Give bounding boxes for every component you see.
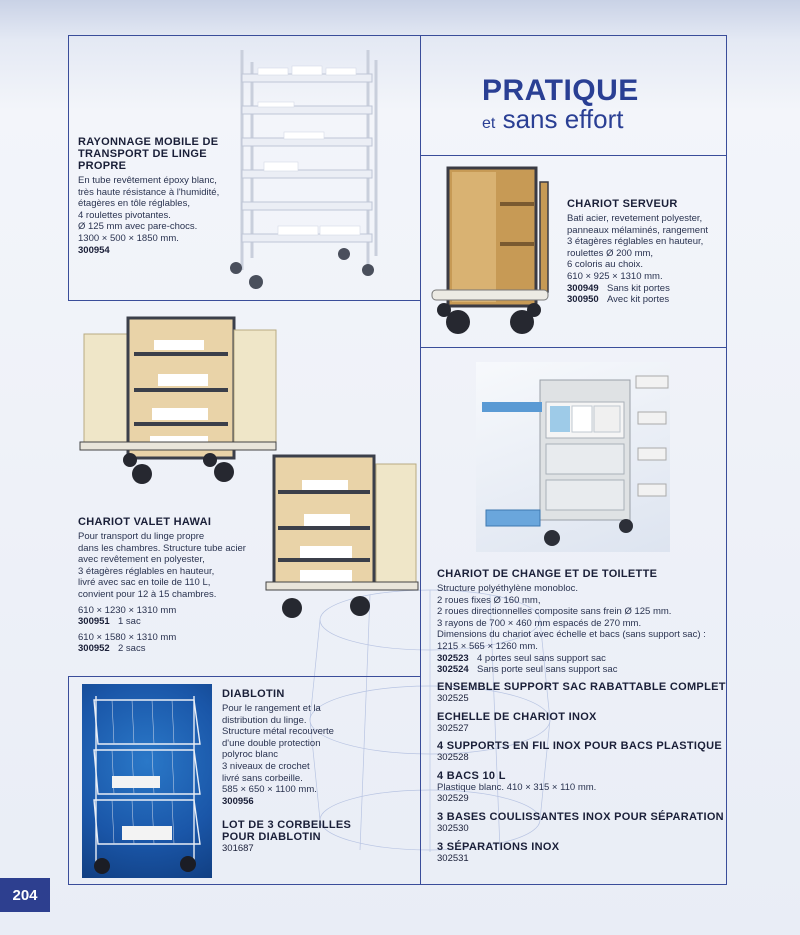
diablotin-title: DIABLOTIN [222,688,285,700]
change-line-1: Structure polyéthylène monobloc. [437,583,578,594]
hawai-dim-2: 610 × 1580 × 1310 mm [78,631,177,643]
accessory-item: 4 SUPPORTS EN FIL INOX POUR BACS PLASTIQUE 302528 [437,740,722,764]
hawai-dim-1: 610 × 1230 × 1310 mm [78,604,177,616]
change-variant-1: 302523 4 portes seul sans support sac [437,652,606,664]
divider-right-mid [420,347,727,348]
rayonnage-line-1: En tube revêtement époxy blanc, [78,175,217,186]
rayonnage-line-3: étagères en tôle réglables, [78,198,190,210]
change-title: CHARIOT DE CHANGE ET DE TOILETTE [437,568,658,580]
serveur-variant-2: 300950 Avec kit portes [567,294,670,306]
diablotin-line-1: Pour le rangement et la [222,703,321,714]
diablotin-photo [82,684,212,878]
lot-corbeilles-title-1: LOT DE 3 CORBEILLES [222,819,352,832]
hawai-variant-2: 300952 2 sacs [78,643,146,655]
rayonnage-title: RAYONNAGE MOBILE DE TRANSPORT DE LINGE PROPRE [78,136,219,172]
hawai-line-1: Pour transport du linge propre [78,531,205,542]
rayonnage-line-5: Ø 125 mm avec pare-chocs. [78,221,198,233]
change-line-3: 2 roues directionnelles composite sans frein Ø 125 mm. [437,606,672,618]
hawai-photo-1sac [78,312,278,494]
rayonnage-photo [228,44,388,294]
serveur-photo [430,162,552,338]
lot-corbeilles-code: 301687 [222,843,254,855]
hawai-photo-2sacs [264,450,420,628]
hawai-line-3: avec revêtement en polyester, [78,554,205,566]
serveur-line-1: Bati acier, revetement polyester, [567,213,703,224]
change-line-4: 3 rayons de 700 × 460 mm espacés de 270 mm. [437,617,642,629]
change-photo [476,362,670,552]
serveur-title: CHARIOT SERVEUR [567,198,678,210]
change-line-6: 1215 × 565 × 1260 mm. [437,640,538,652]
hawai-line-6: convient pour 12 à 15 chambres. [78,588,217,600]
serveur-line-3: 3 étagères réglables en hauteur, [567,236,704,248]
serveur-line-5: 6 coloris au choix. [567,259,644,271]
rayonnage-code: 300954 [78,244,110,256]
accessory-list [437,681,727,864]
page-number: 204 [0,878,50,912]
serveur-variant-1: 300949 Sans kit portes [567,282,670,294]
hawai-title: CHARIOT VALET HAWAI [78,516,212,528]
diablotin-line-2: distribution du linge. [222,714,307,726]
hawai-line-5: livré avec sac en toile de 110 L, [78,577,211,589]
rayonnage-line-4: 4 roulettes pivotantes. [78,209,171,221]
diablotin-line-5: polyroc blanc [222,749,278,761]
brand-block [482,74,682,135]
hawai-line-2: dans les chambres. Structure tube acier [78,542,246,554]
rayonnage-line-2: très haute résistance à l'humidité, [78,186,220,198]
diablotin-line-4: d'une double protection [222,737,321,749]
diablotin-line-3: Structure métal recouverte [222,726,334,738]
hawai-text [78,516,268,655]
serveur-text [567,198,727,306]
accessory-item: 4 BACS 10 L Plastique blanc. 410 × 315 × 110 mm. 302529 [437,769,597,805]
change-line-2: 2 roues fixes Ø 160 mm, [437,594,541,606]
change-variant-2: 302524 Sans porte seul sans support sac [437,664,618,676]
rayonnage-text [78,136,228,256]
hawai-variant-1: 300951 1 sac [78,616,141,628]
rayonnage-line-6: 1300 × 500 × 1850 mm. [78,232,179,244]
accessory-item: ENSEMBLE SUPPORT SAC RABATTABLE COMPLET 302525 [437,681,726,704]
serveur-line-2: panneaux mélaminés, rangement [567,224,709,236]
serveur-line-4: roulettes Ø 200 mm, [567,247,654,259]
diablotin-line-6: 3 niveaux de crochet [222,760,310,772]
accessory-item: 3 SÉPARATIONS INOX 302531 [437,840,560,864]
lot-corbeilles-title-2: POUR DIABLOTIN [222,831,321,844]
diablotin-code: 300956 [222,795,254,807]
change-text [437,568,727,676]
change-line-5: Dimensions du chariot avec échelle et bacs (sans support sac) : [437,629,706,641]
diablotin-line-7: livré sans corbeille. [222,772,303,784]
accessory-item: ECHELLE DE CHARIOT INOX 302527 [437,710,597,734]
brand-title: PRATIQUE [482,74,639,107]
diablotin-text [222,688,362,855]
hawai-line-4: 3 étagères réglables en hauteur, [78,565,215,577]
accessory-item: 3 BASES COULISSANTES INOX POUR SÉPARATION 302530 [437,810,724,834]
diablotin-line-8: 585 × 650 × 1100 mm. [222,784,317,796]
serveur-line-6: 610 × 925 × 1310 mm. [567,270,663,282]
brand-subtitle: et sans effort [482,104,624,134]
